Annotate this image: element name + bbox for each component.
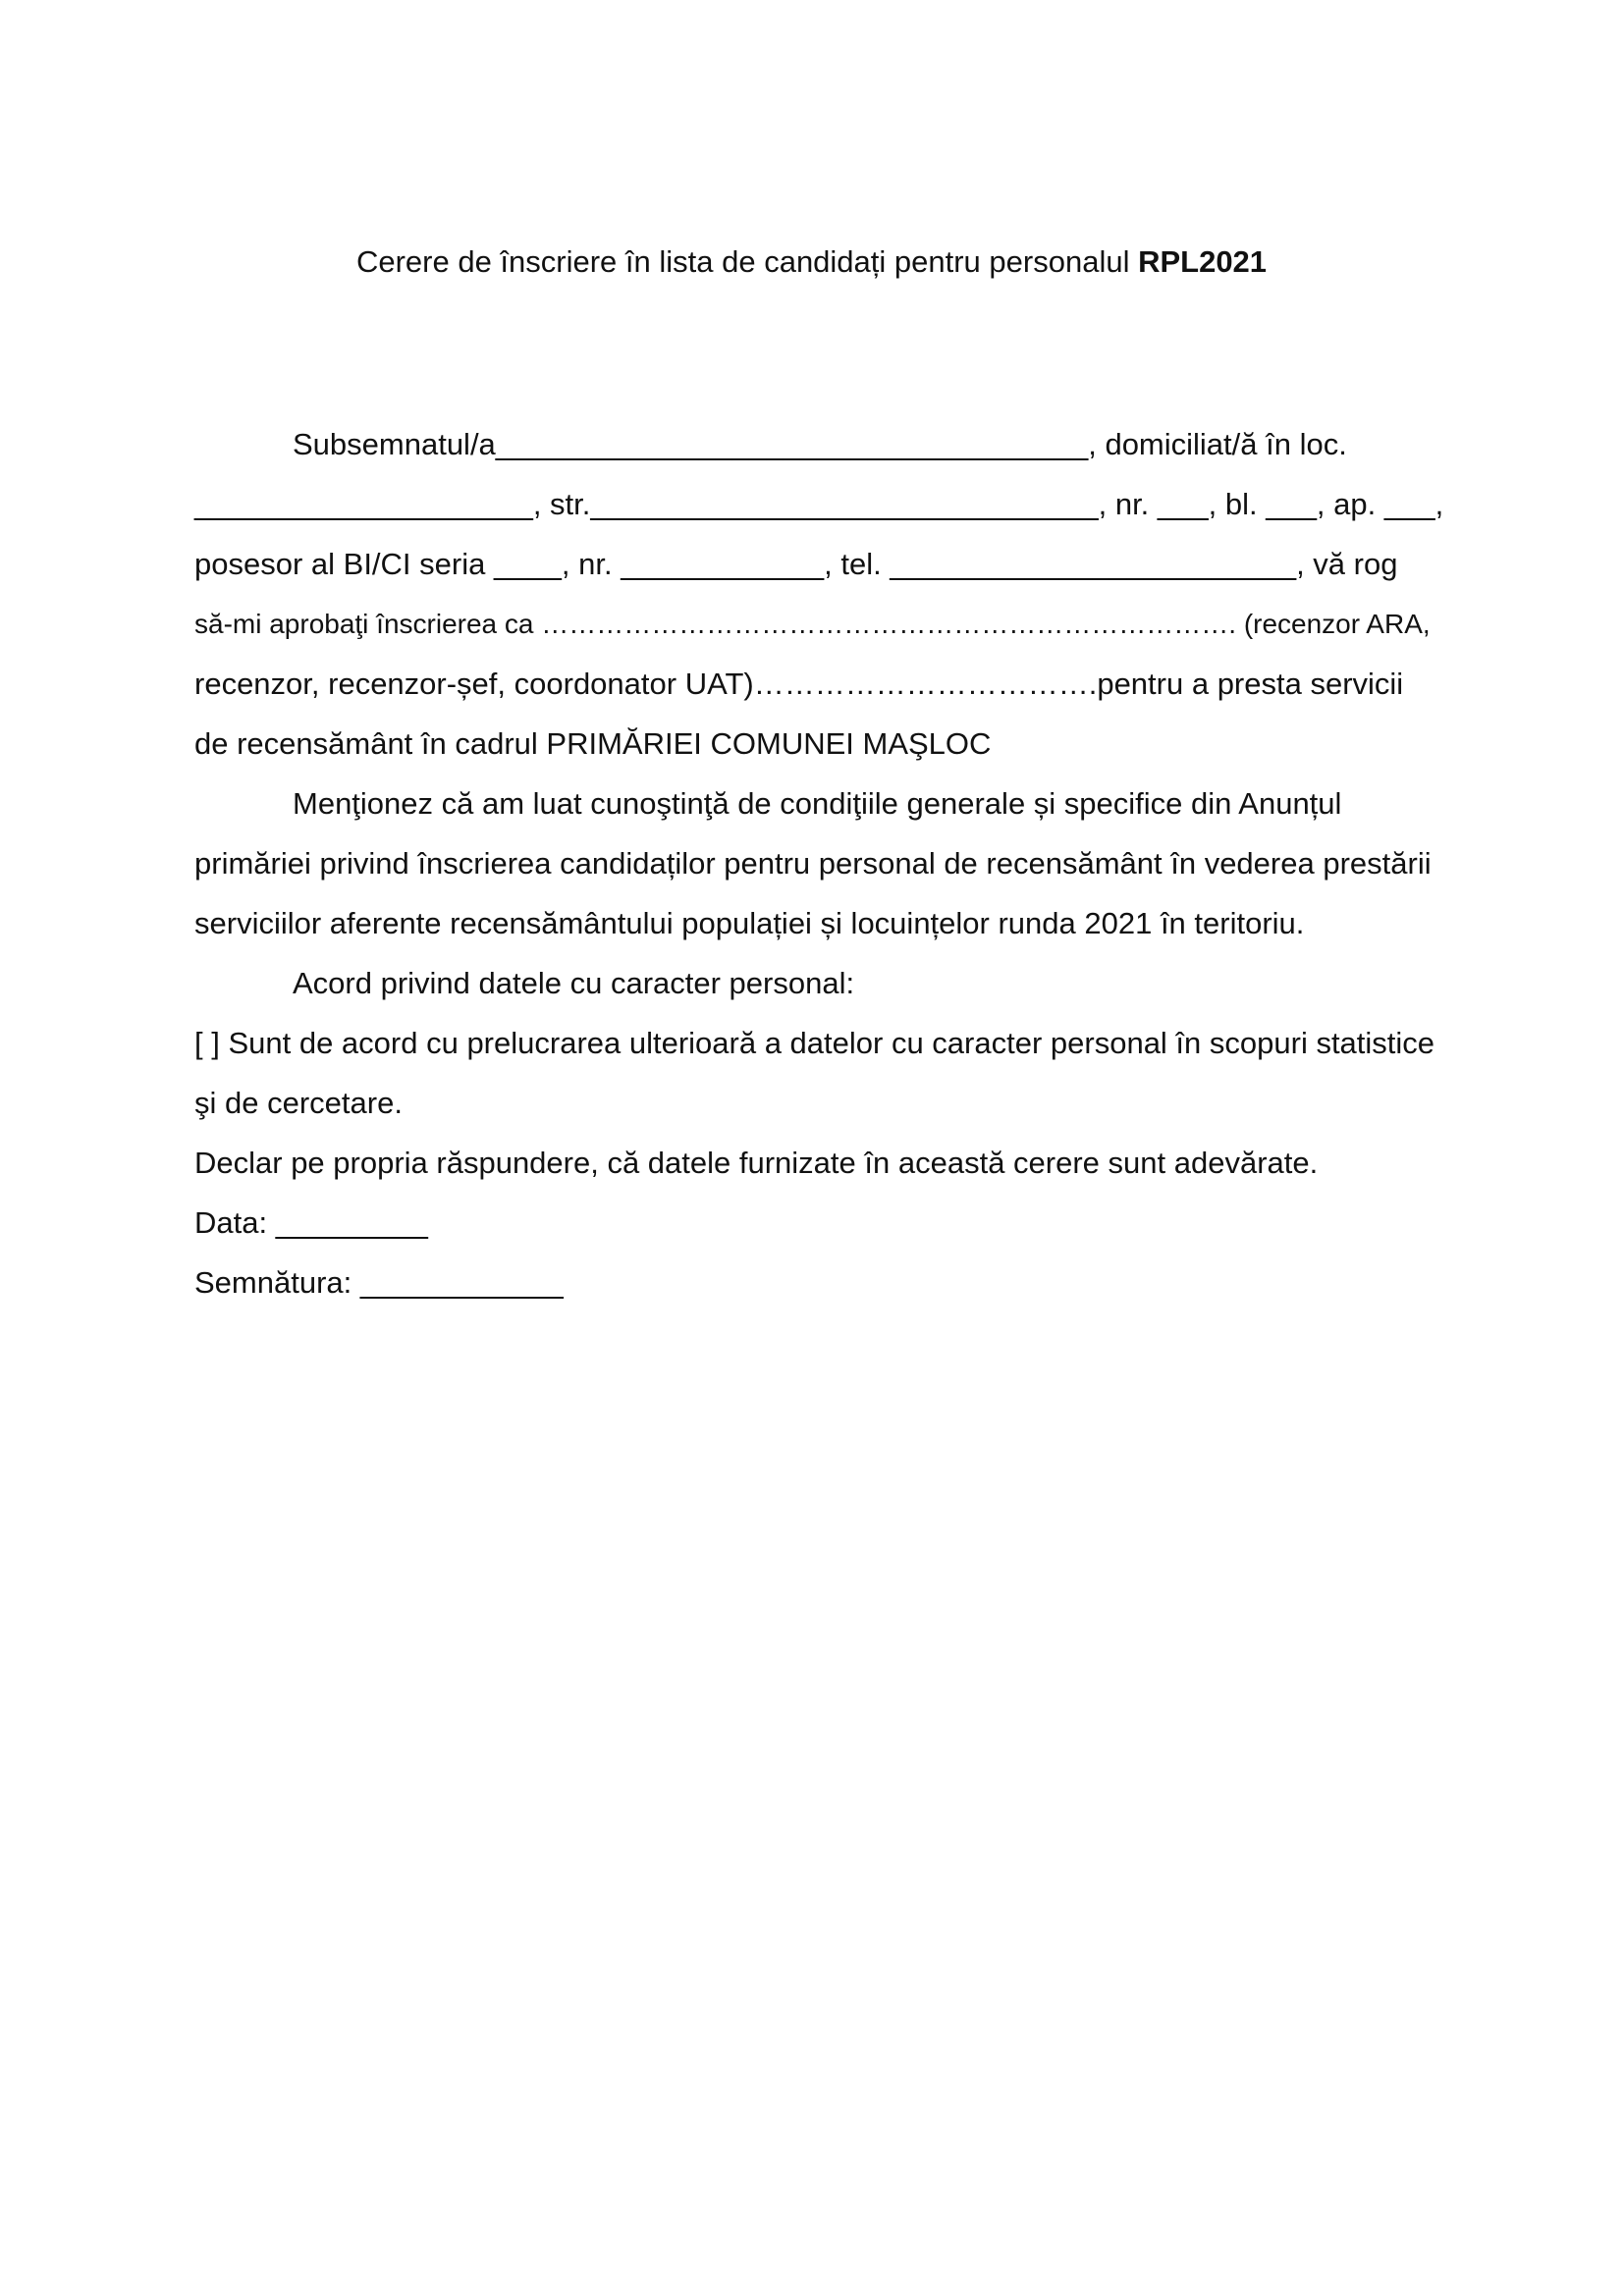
consent-checkbox-line: [ ] Sunt de acord cu prelucrarea ulterioară a datelor cu caracter personal în scopuri statistice (194, 1026, 1435, 1060)
paragraph-line-id-card: posesor al BI/CI seria ____, nr. ____________, tel. ________________________, vă rog (194, 547, 1398, 581)
paragraph-line-institution: de recensământ în cadrul PRIMĂRIEI COMUNEI MAŞLOC (194, 726, 992, 761)
title-text: Cerere de înscriere în lista de candidați pentru personalul (355, 244, 1139, 279)
consent-continuation: şi de cercetare. (194, 1086, 403, 1120)
paragraph-line-services: serviciilor aferente recensământului populației și locuințelor runda 2021 în teritoriu. (194, 906, 1305, 940)
paragraph-line-address: ____________________, str.______________________________, nr. ___, bl. ___, ap. ___, (194, 487, 1444, 521)
consent-heading: Acord privind datele cu caracter personal: (293, 966, 855, 1000)
paragraph-line-roles: recenzor, recenzor-șef, coordonator UAT)…………………………….pentru a presta servicii (194, 667, 1404, 701)
declaration-line: Declar pe propria răspundere, că datele furnizate în această cerere sunt adevărate. (194, 1146, 1319, 1180)
paragraph-line-request: să-mi aprobaţi înscrierea ca …………………………………………………………………. (recenzor ARA, (194, 609, 1431, 639)
signature-field-line: Semnătura: ____________ (194, 1265, 564, 1300)
date-field-line: Data: _________ (194, 1205, 428, 1240)
paragraph-line-mentionez: Menţionez că am luat cunoştinţă de condiţiile generale și specifice din Anunțul (293, 786, 1342, 821)
paragraph-line-announcement: primăriei privind înscrierea candidaților pentru personal de recensământ în vederea prestării (194, 846, 1432, 881)
title-bold-code: RPL2021 (1138, 244, 1268, 279)
paragraph-line-subsemnatul: Subsemnatul/a___________________________________, domiciliat/ă în loc. (293, 427, 1347, 461)
document-title (0, 242, 1623, 282)
